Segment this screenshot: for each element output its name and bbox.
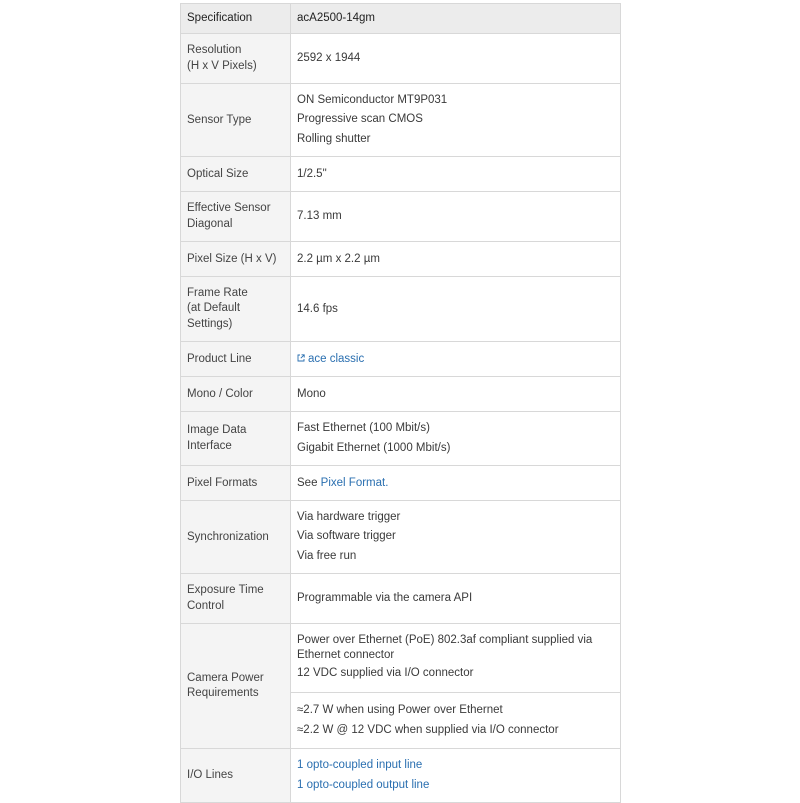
table-row	[181, 412, 621, 466]
product-line-link[interactable]: ace classic	[308, 352, 365, 365]
table-row	[181, 501, 621, 574]
row-value-sensor-type	[291, 84, 621, 157]
table-row	[181, 377, 621, 412]
row-label-exposure	[181, 574, 291, 624]
table-row	[181, 242, 621, 277]
spec-table	[180, 3, 621, 803]
row-label-synchronization: Synchronization	[181, 501, 291, 574]
value-line: ON Semiconductor MT9P031	[297, 93, 448, 106]
table-row	[181, 192, 621, 242]
value-line: Via software trigger	[297, 530, 396, 543]
row-label-mono-color: Mono / Color	[181, 377, 291, 412]
row-label-power	[181, 624, 291, 749]
value-line: Ethernet connector	[297, 649, 395, 662]
row-value-synchronization	[291, 501, 621, 574]
row-value-io-lines	[291, 749, 621, 803]
row-label-sensor-diagonal	[181, 192, 291, 242]
table-row	[181, 466, 621, 501]
row-value-power-supply	[291, 624, 621, 693]
external-link-icon[interactable]	[297, 354, 305, 362]
row-value-data-interface	[291, 412, 621, 466]
row-value-frame-rate: 14.6 fps	[291, 277, 621, 342]
row-value-power-consumption	[291, 693, 621, 749]
table-row	[181, 277, 621, 342]
table-row	[181, 342, 621, 377]
value-line: Progressive scan CMOS	[297, 113, 423, 126]
label-line: Image Data	[187, 424, 247, 436]
label-line: Requirements	[187, 687, 259, 699]
row-value-sensor-diagonal: 7.13 mm	[291, 192, 621, 242]
value-line: Gigabit Ethernet (1000 Mbit/s)	[297, 441, 451, 454]
value-line: ≈2.7 W when using Power over Ethernet	[297, 704, 503, 716]
row-label-frame-rate	[181, 277, 291, 342]
table-row	[181, 624, 621, 693]
row-value-pixel-size: 2.2 µm x 2.2 µm	[291, 242, 621, 277]
row-label-pixel-formats: Pixel Formats	[181, 466, 291, 501]
value-line: Fast Ethernet (100 Mbit/s)	[297, 422, 430, 434]
row-value-optical-size: 1/2.5"	[291, 157, 621, 192]
table-row	[181, 157, 621, 192]
row-label-optical-size: Optical Size	[181, 157, 291, 192]
label-line: Frame Rate	[187, 286, 248, 299]
header-value: acA2500-14gm	[291, 4, 621, 34]
pixel-formats-prefix: See	[297, 476, 321, 489]
row-label-io-lines: I/O Lines	[181, 749, 291, 803]
input-line-link[interactable]: 1 opto-coupled input line	[297, 759, 423, 771]
value-line: Rolling shutter	[297, 132, 371, 145]
row-value-pixel-formats	[291, 466, 621, 501]
label-line: (at Default	[187, 302, 241, 315]
pixel-format-link[interactable]: Pixel Format.	[320, 476, 389, 489]
table-row	[181, 574, 621, 624]
label-line: Resolution	[187, 44, 242, 56]
value-line: Power over Ethernet (PoE) 802.3af compliant supplied via	[297, 633, 593, 646]
row-label-pixel-size: Pixel Size (H x V)	[181, 242, 291, 277]
label-line: Effective Sensor	[187, 202, 271, 214]
header-label: Specification	[181, 4, 291, 34]
output-line-link[interactable]: 1 opto-coupled output line	[297, 778, 430, 791]
row-value-resolution: 2592 x 1944	[291, 34, 621, 84]
table-header-row	[181, 4, 621, 34]
value-line: ≈2.2 W @ 12 VDC when supplied via I/O connector	[297, 723, 559, 736]
row-value-product-line	[291, 342, 621, 377]
table-row	[181, 84, 621, 157]
label-line: Diagonal	[187, 217, 233, 230]
row-label-data-interface	[181, 412, 291, 466]
label-line: (H x V Pixels)	[187, 59, 257, 72]
row-label-sensor-type: Sensor Type	[181, 84, 291, 157]
row-value-mono-color: Mono	[291, 377, 621, 412]
row-label-resolution	[181, 34, 291, 84]
table-row	[181, 749, 621, 803]
value-line: Via hardware trigger	[297, 510, 401, 523]
value-line: Via free run	[297, 549, 357, 562]
table-row	[181, 34, 621, 84]
value-line: 12 VDC supplied via I/O connector	[297, 666, 474, 679]
label-line: Control	[187, 599, 225, 612]
label-line: Settings)	[187, 317, 233, 330]
row-value-exposure: Programmable via the camera API	[291, 574, 621, 624]
label-line: Camera Power	[187, 671, 264, 684]
label-line: Exposure Time	[187, 584, 264, 596]
row-label-product-line: Product Line	[181, 342, 291, 377]
label-line: Interface	[187, 439, 232, 452]
